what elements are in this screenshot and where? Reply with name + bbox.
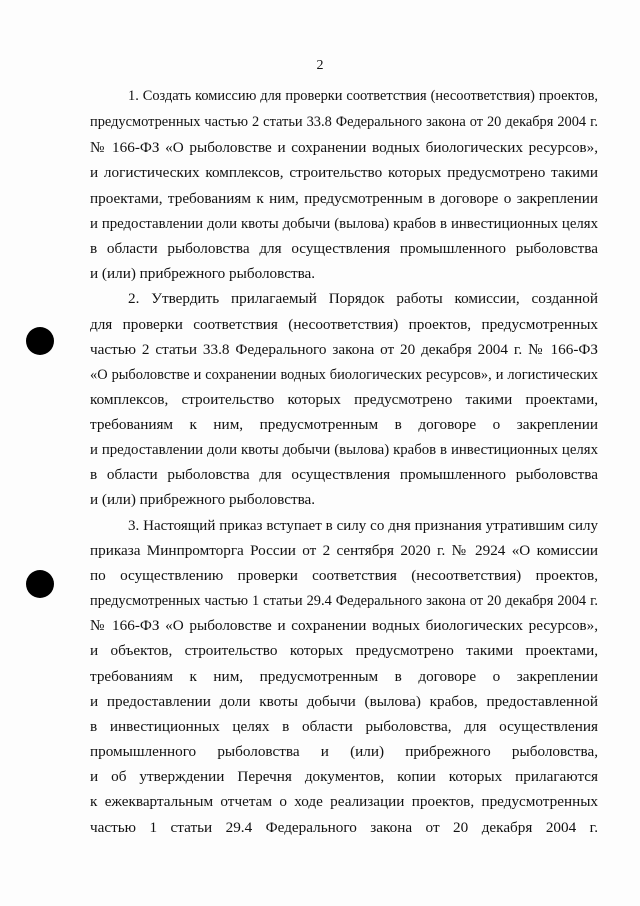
text-line: по осуществлению проверки соответствия (несоответствия) проектов, [90,567,598,584]
text-line: предусмотренных частью 1 статьи 29.4 Федерального закона от 20 декабря 2004 г. [90,593,598,609]
text-line: и (или) прибрежного рыболовства. [90,265,316,282]
text-line: приказа Минпромторга России от 2 сентября 2020 г. № 2924 «О комиссии [90,542,598,559]
text-line: предусмотренных частью 2 статьи 33.8 Федерального закона от 20 декабря 2004 г. [90,114,598,130]
text-line: проектами, требованиям к ним, предусмотренным в договоре о закреплении [90,190,598,207]
text-line: и предоставлении доли квоты добычи (вылова) крабов в инвестиционных целях [90,216,598,232]
text-line: к ежеквартальным отчетам о ходе реализации проектов, предусмотренных [90,793,598,810]
text-line: и (или) прибрежного рыболовства. [90,491,316,508]
text-line: требованиям к ним, предусмотренным в договоре о закреплении [90,668,598,685]
text-line: и предоставлении доли квоты добычи (вылова) крабов в инвестиционных целях [90,442,598,458]
text-line: 3. Настоящий приказ вступает в силу со дня признания утратившим силу [128,518,598,534]
text-line: 2. Утвердить прилагаемый Порядок работы комиссии, созданной [128,290,598,307]
text-line: требованиям к ним, предусмотренным в договоре о закреплении [90,416,598,433]
text-line: частью 1 статьи 29.4 Федерального закона от 20 декабря 2004 г. [90,819,598,836]
text-line: и логистических комплексов, строительство которых предусмотрено такими [90,164,598,181]
text-line: комплексов, строительство которых предусмотрено такими проектами, [90,391,598,408]
text-line: и предоставлении доли квоты добычи (вылова) крабов, предоставленной [90,693,598,710]
text-line: в области рыболовства для осуществления промышленного рыболовства [90,466,598,483]
text-line: и объектов, строительство которых предусмотрено такими проектами, [90,642,598,659]
text-line: и об утверждении Перечня документов, копии которых прилагаются [90,768,598,785]
text-line: в инвестиционных целях в области рыболовства, для осуществления [90,718,598,735]
text-line: частью 2 статьи 33.8 Федерального закона от 20 декабря 2004 г. № 166-ФЗ [90,341,598,358]
text-line: промышленного рыболовства и (или) прибрежного рыболовства, [90,743,598,760]
text-line: в области рыболовства для осуществления промышленного рыболовства [90,240,598,257]
text-line: «О рыболовстве и сохранении водных биологических ресурсов», и логистических [90,367,598,383]
text-line: № 166-ФЗ «О рыболовстве и сохранении водных биологических ресурсов», [90,617,598,634]
text-line: для проверки соответствия (несоответствия) проектов, предусмотренных [90,316,598,333]
page-number: 2 [316,58,324,73]
text-line: 1. Создать комиссию для проверки соответствия (несоответствия) проектов, [128,88,598,104]
text-line: № 166-ФЗ «О рыболовстве и сохранении водных биологических ресурсов», [90,139,598,156]
